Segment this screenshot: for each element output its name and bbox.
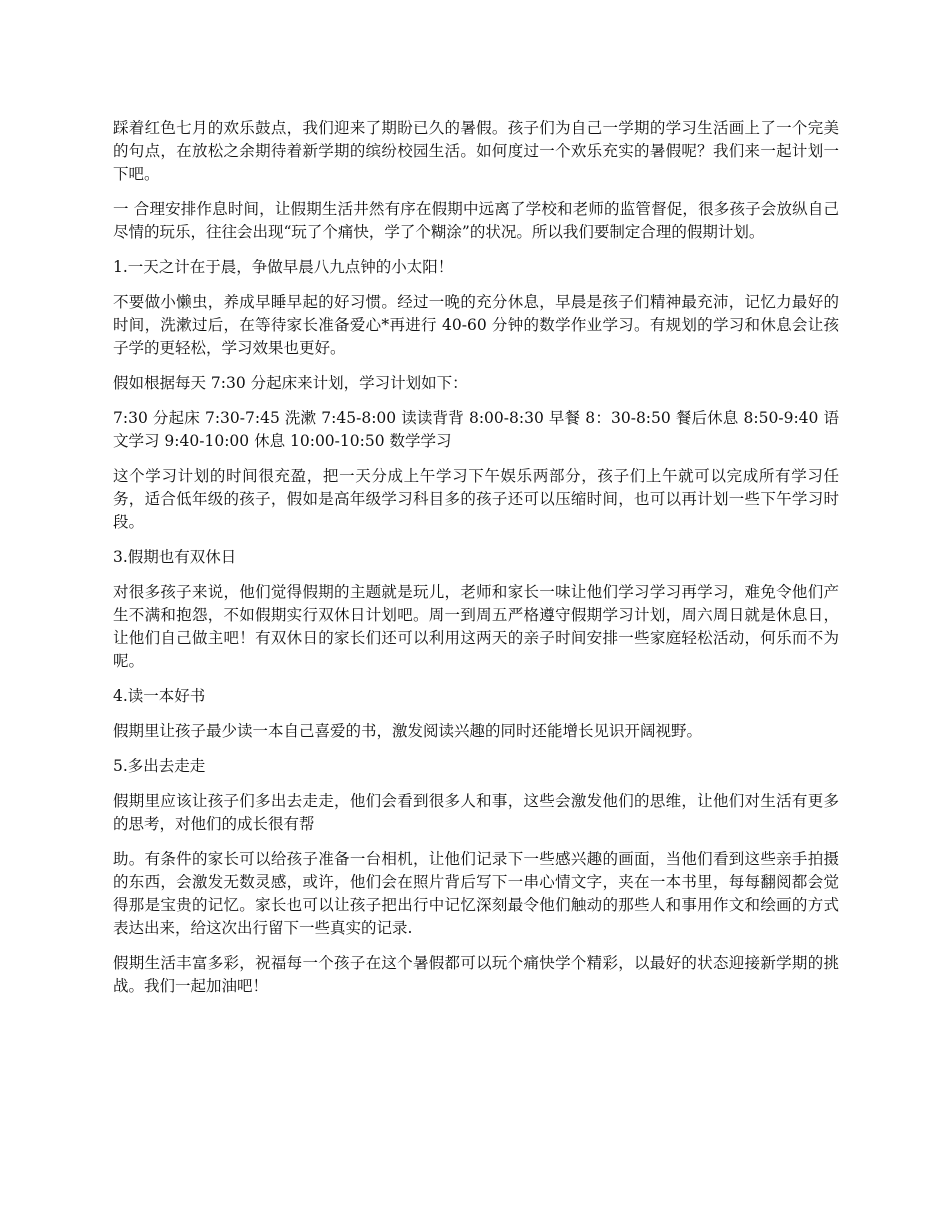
plan-intro-paragraph: 假如根据每天 7:30 分起床来计划，学习计划如下： (113, 374, 468, 392)
go-out-paragraph: 假期里应该让孩子们多出去走走，他们会看到很多人和事，这些会激发他们的思维，让他们对生活有更多的思考，对他们的成长很有帮 (113, 792, 839, 833)
read-book-paragraph: 假期里让孩子最少读一本自己喜爱的书，激发阅读兴趣的同时还能增长见识开阔视野。 (113, 722, 703, 740)
closing-paragraph: 假期生活丰富多彩，祝福每一个孩子在这个暑假都可以玩个痛快学个精彩，以最好的状态迎接新学期的挑战。我们一起加油吧！ (113, 954, 839, 995)
schedule-paragraph: 7:30 分起床 7:30-7:45 洗漱 7:45-8:00 读读背背 8:00-8:30 早餐 8：30-8:50 餐后休息 8:50-9:40 语文学习 9:40-10:00 休息 10:00-10:50 数学学习 (113, 409, 839, 450)
heading-morning: 1.一天之计在于晨，争做早晨八九点钟的小太阳！ (113, 258, 454, 276)
heading-weekend: 3.假期也有双休日 (113, 548, 237, 566)
weekend-paragraph: 对很多孩子来说，他们觉得假期的主题就是玩儿，老师和家长一味让他们学习学习再学习，难免令他们产生不满和抱怨，不如假期实行双休日计划吧。周一到周五严格遵守假期学习计划，周六周日就是休息日，让他们自己做主吧！有双休日的家长们还可以利用这两天的亲子时间安排一些家庭轻松活动，何乐而不为呢。 (113, 583, 839, 670)
heading-read-book: 4.读一本好书 (113, 687, 206, 705)
section-schedule-paragraph: 一 合理安排作息时间，让假期生活井然有序在假期中远离了学校和老师的监管督促，很多孩子会放纵自己尽情的玩乐，往往会出现“玩了个痛快，学了个糊涂”的状况。所以我们要制定合理的假期计划。 (113, 200, 839, 241)
morning-paragraph: 不要做小懒虫，养成早睡早起的好习惯。经过一晚的充分休息，早晨是孩子们精神最充沛，记忆力最好的时间，洗漱过后，在等待家长准备爱心*再进行 40-60 分钟的数学作业学习。有规划的学习和休息会让孩子学的更轻松，学习效果也更好。 (113, 293, 839, 357)
document-body (113, 117, 839, 1010)
go-out-continued-paragraph: 助。有条件的家长可以给孩子准备一台相机，让他们记录下一些感兴趣的画面，当他们看到这些亲手拍摄的东西，会激发无数灵感，或许，他们会在照片背后写下一串心情文字，夹在一本书里，每每翻阅都会觉得那是宝贵的记忆。家长也可以让孩子把出行中记忆深刻最令他们触动的那些人和事用作文和绘画的方式表达出来，给这次出行留下一些真实的记录. (113, 850, 839, 937)
intro-paragraph: 踩着红色七月的欢乐鼓点，我们迎来了期盼已久的暑假。孩子们为自己一学期的学习生活画上了一个完美的句点，在放松之余期待着新学期的缤纷校园生活。如何度过一个欢乐充实的暑假呢？我们来一起计划一下吧。 (113, 119, 839, 183)
plan-comment-paragraph: 这个学习计划的时间很充盈，把一天分成上午学习下午娱乐两部分，孩子们上午就可以完成所有学习任务，适合低年级的孩子，假如是高年级学习科目多的孩子还可以压缩时间，也可以再计划一些下午学习时段。 (113, 467, 839, 531)
heading-go-out: 5.多出去走走 (113, 757, 206, 775)
